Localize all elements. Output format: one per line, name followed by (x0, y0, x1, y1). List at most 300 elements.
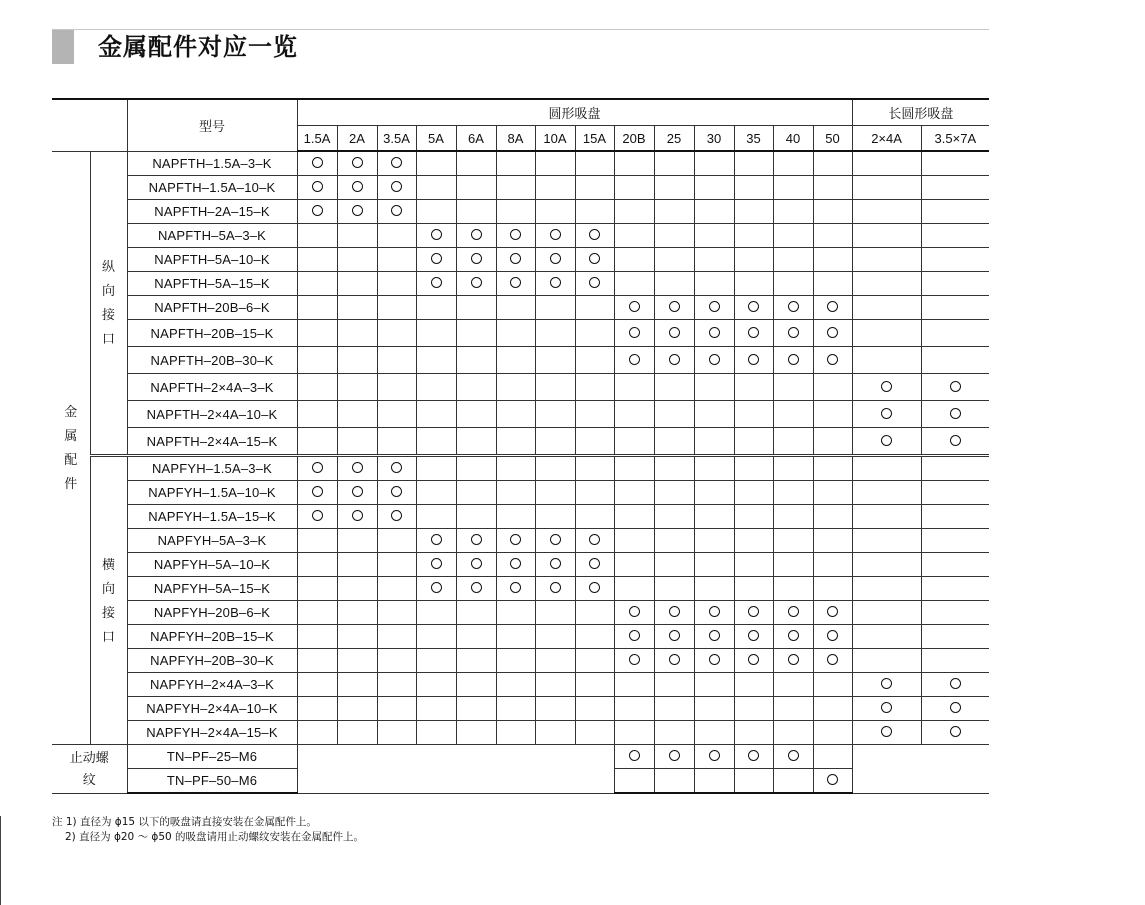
size-header-14: 2×4A (852, 126, 921, 152)
compatible-mark-icon (709, 630, 720, 641)
mark-cell (416, 401, 456, 428)
compatible-mark-icon (788, 630, 799, 641)
compatible-mark-icon (629, 606, 640, 617)
page-title: 金属配件对应一览 (98, 33, 298, 61)
mark-cell (813, 505, 852, 529)
compatible-mark-icon (881, 726, 892, 737)
mark-cell (654, 320, 694, 347)
mark-cell (813, 176, 852, 200)
mark-cell (921, 320, 989, 347)
mark-cell (852, 721, 921, 745)
mark-cell (813, 272, 852, 296)
compatible-mark-icon (669, 327, 680, 338)
compatible-mark-icon (352, 510, 363, 521)
mark-cell (694, 296, 734, 320)
table-row (52, 649, 989, 673)
mark-cell (496, 296, 535, 320)
compatible-mark-icon (431, 558, 442, 569)
compatible-mark-icon (352, 157, 363, 168)
size-header-8: 20B (614, 126, 654, 152)
mark-cell (535, 224, 575, 248)
mark-cell (852, 401, 921, 428)
compatible-mark-icon (748, 301, 759, 312)
mark-cell (456, 296, 496, 320)
compatible-mark-icon (391, 510, 402, 521)
mark-cell (535, 673, 575, 697)
mark-cell (694, 248, 734, 272)
mark-cell (337, 272, 377, 296)
table-row (52, 224, 989, 248)
table-row (52, 456, 989, 481)
mark-cell (813, 224, 852, 248)
mark-cell (377, 347, 416, 374)
mark-cell (813, 673, 852, 697)
mark-cell (654, 721, 694, 745)
compatible-mark-icon (391, 181, 402, 192)
mark-cell (773, 577, 813, 601)
round-cup-header: 圆形吸盘 (297, 99, 852, 126)
blank-cell (852, 745, 989, 794)
mark-cell (297, 296, 337, 320)
compatible-mark-icon (709, 301, 720, 312)
mark-cell (377, 529, 416, 553)
compatible-mark-icon (748, 327, 759, 338)
mark-cell (654, 505, 694, 529)
size-header-12: 40 (773, 126, 813, 152)
mark-cell (416, 224, 456, 248)
size-header-11: 35 (734, 126, 773, 152)
model-cell: TN–PF–25–M6 (127, 745, 297, 769)
mark-cell (614, 176, 654, 200)
mark-cell (852, 505, 921, 529)
mark-cell (535, 320, 575, 347)
compatible-mark-icon (471, 229, 482, 240)
mark-cell (614, 721, 654, 745)
mark-cell (734, 553, 773, 577)
compatible-mark-icon (827, 654, 838, 665)
mark-cell (416, 296, 456, 320)
mark-cell (535, 625, 575, 649)
mark-cell (496, 428, 535, 456)
mark-cell (773, 649, 813, 673)
mark-cell (654, 745, 694, 769)
mark-cell (575, 151, 614, 176)
mark-cell (535, 428, 575, 456)
mark-cell (297, 401, 337, 428)
mark-cell (654, 428, 694, 456)
mark-cell (921, 296, 989, 320)
mark-cell (377, 505, 416, 529)
mark-cell (654, 374, 694, 401)
mark-cell (496, 553, 535, 577)
mark-cell (813, 625, 852, 649)
mark-cell (575, 248, 614, 272)
mark-cell (734, 481, 773, 505)
compatible-mark-icon (629, 750, 640, 761)
mark-cell (297, 456, 337, 481)
mark-cell (416, 456, 456, 481)
mark-cell (852, 200, 921, 224)
compatible-mark-icon (312, 462, 323, 473)
mark-cell (852, 481, 921, 505)
mark-cell (734, 374, 773, 401)
mark-cell (496, 649, 535, 673)
compatible-mark-icon (788, 654, 799, 665)
mark-cell (337, 601, 377, 625)
compatible-mark-icon (431, 277, 442, 288)
mark-cell (337, 428, 377, 456)
table-row (52, 721, 989, 745)
mark-cell (297, 673, 337, 697)
model-cell: NAPFYH–20B–15–K (127, 625, 297, 649)
mark-cell (456, 649, 496, 673)
mark-cell (773, 553, 813, 577)
mark-cell (734, 224, 773, 248)
mark-cell (575, 529, 614, 553)
compatible-mark-icon (589, 277, 600, 288)
mark-cell (852, 272, 921, 296)
compatible-mark-icon (510, 229, 521, 240)
table-row (52, 347, 989, 374)
mark-cell (852, 296, 921, 320)
model-cell: NAPFTH–2A–15–K (127, 200, 297, 224)
compatible-mark-icon (709, 606, 720, 617)
mark-cell (813, 721, 852, 745)
mark-cell (535, 577, 575, 601)
compatible-mark-icon (827, 774, 838, 785)
mark-cell (654, 347, 694, 374)
mark-cell (773, 224, 813, 248)
group-label-cell (52, 151, 90, 745)
mark-cell (921, 151, 989, 176)
size-header-10: 30 (694, 126, 734, 152)
compatible-mark-icon (510, 534, 521, 545)
mark-cell (297, 200, 337, 224)
mark-cell (377, 697, 416, 721)
mark-cell (921, 649, 989, 673)
model-cell: NAPFTH–2×4A–3–K (127, 374, 297, 401)
mark-cell (496, 625, 535, 649)
mark-cell (297, 176, 337, 200)
mark-cell (921, 553, 989, 577)
mark-cell (535, 456, 575, 481)
mark-cell (416, 721, 456, 745)
section-label: 纵 向 接 口 (101, 258, 115, 346)
mark-cell (456, 248, 496, 272)
mark-cell (694, 456, 734, 481)
mark-cell (654, 401, 694, 428)
mark-cell (734, 577, 773, 601)
mark-cell (337, 673, 377, 697)
table-row (52, 505, 989, 529)
mark-cell (614, 320, 654, 347)
compatible-mark-icon (669, 750, 680, 761)
mark-cell (377, 224, 416, 248)
mark-cell (734, 176, 773, 200)
mark-cell (456, 151, 496, 176)
compatible-mark-icon (471, 277, 482, 288)
compatible-mark-icon (748, 630, 759, 641)
model-header: 型号 (127, 99, 297, 151)
mark-cell (654, 553, 694, 577)
mark-cell (694, 721, 734, 745)
mark-cell (773, 272, 813, 296)
mark-cell (734, 347, 773, 374)
mark-cell (921, 401, 989, 428)
mark-cell (734, 769, 773, 794)
mark-cell (773, 401, 813, 428)
model-cell: NAPFTH–20B–30–K (127, 347, 297, 374)
compatible-mark-icon (471, 534, 482, 545)
table-row (52, 553, 989, 577)
mark-cell (654, 456, 694, 481)
mark-cell (575, 649, 614, 673)
mark-cell (852, 601, 921, 625)
mark-cell (654, 224, 694, 248)
mark-cell (456, 200, 496, 224)
mark-cell (921, 248, 989, 272)
mark-cell (496, 401, 535, 428)
mark-cell (694, 224, 734, 248)
table-row (52, 320, 989, 347)
compatible-mark-icon (881, 381, 892, 392)
mark-cell (734, 673, 773, 697)
mark-cell (456, 505, 496, 529)
mark-cell (614, 553, 654, 577)
compatible-mark-icon (312, 181, 323, 192)
mark-cell (496, 176, 535, 200)
size-header-1: 2A (337, 126, 377, 152)
section-label-cell (90, 151, 127, 456)
footnote-1: 注 1) 直径为 ϕ15 以下的吸盘请直接安装在金属配件上。 (52, 816, 317, 828)
mark-cell (416, 601, 456, 625)
compatible-mark-icon (748, 606, 759, 617)
compatible-mark-icon (788, 606, 799, 617)
mark-cell (614, 577, 654, 601)
mark-cell (337, 649, 377, 673)
mark-cell (496, 456, 535, 481)
mark-cell (921, 347, 989, 374)
compatible-mark-icon (589, 582, 600, 593)
mark-cell (535, 649, 575, 673)
mark-cell (456, 401, 496, 428)
mark-cell (297, 649, 337, 673)
compatible-mark-icon (881, 435, 892, 446)
mark-cell (734, 151, 773, 176)
mark-cell (456, 320, 496, 347)
mark-cell (535, 721, 575, 745)
mark-cell (734, 745, 773, 769)
model-cell: NAPFTH–5A–15–K (127, 272, 297, 296)
blank-cell (297, 745, 614, 794)
compatible-mark-icon (510, 582, 521, 593)
mark-cell (654, 577, 694, 601)
mark-cell (575, 625, 614, 649)
mark-cell (337, 456, 377, 481)
mark-cell (734, 428, 773, 456)
compatible-mark-icon (827, 630, 838, 641)
compatible-mark-icon (669, 354, 680, 365)
table-row (52, 200, 989, 224)
mark-cell (694, 649, 734, 673)
mark-cell (416, 649, 456, 673)
mark-cell (852, 577, 921, 601)
compatible-mark-icon (950, 408, 961, 419)
mark-cell (734, 272, 773, 296)
mark-cell (813, 529, 852, 553)
mark-cell (377, 649, 416, 673)
mark-cell (575, 401, 614, 428)
mark-cell (694, 374, 734, 401)
compatible-mark-icon (748, 354, 759, 365)
mark-cell (734, 601, 773, 625)
compatible-mark-icon (352, 181, 363, 192)
mark-cell (535, 697, 575, 721)
mark-cell (456, 374, 496, 401)
mark-cell (297, 374, 337, 401)
mark-cell (496, 673, 535, 697)
mark-cell (852, 248, 921, 272)
mark-cell (614, 481, 654, 505)
mark-cell (852, 673, 921, 697)
mark-cell (773, 374, 813, 401)
mark-cell (416, 481, 456, 505)
mark-cell (337, 553, 377, 577)
compatible-mark-icon (312, 510, 323, 521)
mark-cell (614, 769, 654, 794)
mark-cell (614, 296, 654, 320)
mark-cell (654, 481, 694, 505)
mark-cell (654, 272, 694, 296)
mark-cell (614, 649, 654, 673)
mark-cell (773, 529, 813, 553)
mark-cell (535, 296, 575, 320)
mark-cell (575, 347, 614, 374)
mark-cell (456, 224, 496, 248)
mark-cell (813, 481, 852, 505)
compatible-mark-icon (431, 534, 442, 545)
mark-cell (535, 151, 575, 176)
mark-cell (654, 151, 694, 176)
stop-screw-label-cell (52, 745, 127, 794)
compatible-mark-icon (352, 205, 363, 216)
model-cell: NAPFTH–5A–10–K (127, 248, 297, 272)
mark-cell (297, 151, 337, 176)
model-cell: NAPFTH–2×4A–15–K (127, 428, 297, 456)
mark-cell (813, 401, 852, 428)
mark-cell (773, 248, 813, 272)
mark-cell (614, 529, 654, 553)
mark-cell (852, 151, 921, 176)
compatible-mark-icon (669, 630, 680, 641)
mark-cell (337, 697, 377, 721)
table-row (52, 745, 989, 769)
table-row (52, 428, 989, 456)
compatible-mark-icon (950, 678, 961, 689)
mark-cell (852, 374, 921, 401)
mark-cell (337, 248, 377, 272)
mark-cell (614, 673, 654, 697)
table-row (52, 697, 989, 721)
page-edge-line (0, 816, 1, 905)
mark-cell (654, 200, 694, 224)
compatible-mark-icon (629, 354, 640, 365)
compatible-mark-icon (827, 327, 838, 338)
mark-cell (734, 248, 773, 272)
mark-cell (416, 428, 456, 456)
mark-cell (813, 649, 852, 673)
mark-cell (773, 176, 813, 200)
mark-cell (456, 428, 496, 456)
mark-cell (694, 401, 734, 428)
mark-cell (416, 625, 456, 649)
mark-cell (852, 529, 921, 553)
table-row (52, 151, 989, 176)
mark-cell (377, 553, 416, 577)
mark-cell (852, 697, 921, 721)
mark-cell (496, 272, 535, 296)
mark-cell (614, 625, 654, 649)
mark-cell (297, 272, 337, 296)
mark-cell (535, 272, 575, 296)
mark-cell (852, 320, 921, 347)
mark-cell (535, 248, 575, 272)
mark-cell (734, 296, 773, 320)
mark-cell (694, 745, 734, 769)
mark-cell (456, 553, 496, 577)
compatible-mark-icon (748, 750, 759, 761)
compatible-mark-icon (431, 253, 442, 264)
mark-cell (575, 176, 614, 200)
compatible-mark-icon (669, 654, 680, 665)
mark-cell (813, 248, 852, 272)
mark-cell (813, 428, 852, 456)
mark-cell (377, 721, 416, 745)
mark-cell (456, 577, 496, 601)
mark-cell (813, 347, 852, 374)
mark-cell (337, 176, 377, 200)
mark-cell (575, 272, 614, 296)
compatible-mark-icon (669, 301, 680, 312)
mark-cell (654, 176, 694, 200)
mark-cell (921, 456, 989, 481)
mark-cell (377, 248, 416, 272)
compatible-mark-icon (391, 486, 402, 497)
mark-cell (496, 577, 535, 601)
mark-cell (734, 697, 773, 721)
table-row (52, 272, 989, 296)
mark-cell (773, 200, 813, 224)
mark-cell (614, 200, 654, 224)
mark-cell (575, 320, 614, 347)
model-cell: NAPFYH–2×4A–10–K (127, 697, 297, 721)
mark-cell (921, 577, 989, 601)
mark-cell (496, 529, 535, 553)
model-cell: NAPFTH–5A–3–K (127, 224, 297, 248)
table-row (52, 248, 989, 272)
compatible-mark-icon (629, 630, 640, 641)
mark-cell (456, 347, 496, 374)
mark-cell (852, 347, 921, 374)
mark-cell (694, 151, 734, 176)
mark-cell (377, 176, 416, 200)
mark-cell (813, 296, 852, 320)
mark-cell (852, 176, 921, 200)
mark-cell (416, 347, 456, 374)
mark-cell (694, 200, 734, 224)
mark-cell (496, 224, 535, 248)
mark-cell (377, 320, 416, 347)
